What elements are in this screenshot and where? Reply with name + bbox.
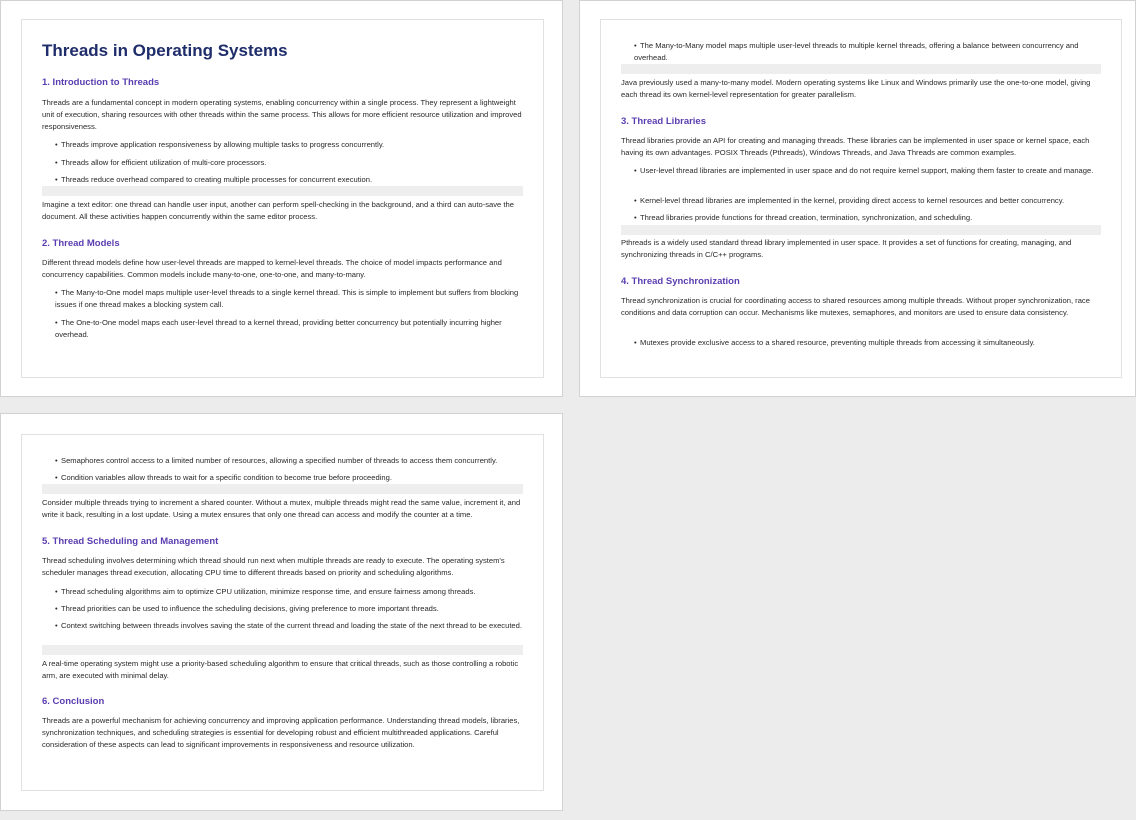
paragraph: Thread libraries provide an API for creating and managing threads. These libraries can be implemented in user space or kernel space, each having its own advantages. POSIX Threads (Pthreads), Windows Threads, and Java Threads are common examples.: [621, 136, 1090, 157]
bullet-icon: •: [55, 621, 58, 630]
list-item: [634, 40, 1101, 64]
bullet-icon: •: [634, 196, 637, 205]
bullet-icon: •: [55, 158, 58, 167]
list-item-text: Condition variables allow threads to wait for a specific condition to become true before proceeding.: [61, 473, 392, 482]
list-item-text: Context switching between threads involves saving the state of the current thread and loading the state of the next thread to be executed.: [61, 621, 522, 630]
list-item: [634, 165, 1101, 177]
list-item: [55, 455, 523, 467]
document-title: Threads in Operating Systems: [42, 41, 288, 60]
paragraph: Consider multiple threads trying to increment a shared counter. Without a mutex, multiple threads might read the same value, increment it, and write it back, resulting in a lost update. Using a mutex ensures that only one thread can access and modify the counter at a time.: [42, 498, 521, 519]
section-heading: 6. Conclusion: [42, 696, 105, 707]
block-separator: [42, 186, 523, 196]
block-separator: [42, 484, 523, 494]
bullet-icon: •: [55, 456, 58, 465]
page-1-content-frame: [21, 19, 544, 378]
bullet-icon: •: [55, 140, 58, 149]
paragraph: Java previously used a many-to-many model. Modern operating systems like Linux and Windows primarily use the one-to-one model, giving each thread its own kernel-level representation for greater parallelism.: [621, 78, 1091, 99]
list-item: [634, 212, 1101, 224]
list-item: [55, 586, 523, 598]
list-item: [55, 620, 523, 632]
section-heading: 5. Thread Scheduling and Management: [42, 536, 219, 547]
section-heading: 4. Thread Synchronization: [621, 276, 740, 287]
block-separator: [621, 225, 1101, 235]
list-item-text: Semaphores control access to a limited number of resources, allowing a specified number of threads to access them concurrently.: [61, 456, 498, 465]
paragraph: Threads are a powerful mechanism for achieving concurrency and improving application performance. Understanding thread models, libraries, synchronization techniques, and scheduling strategies is essential for developing robust and efficient multithreaded applications. Careful consideration of these aspects can lead to significant improvements in responsiveness and resource utilization.: [42, 716, 520, 749]
list-item: [55, 603, 523, 615]
list-item: [634, 195, 1101, 207]
list-item-text: The Many-to-One model maps multiple user-level threads to a single kernel thread. This is simple to implement but suffers from blocking issues if one thread makes a blocking system call.: [55, 288, 519, 309]
bullet-icon: •: [55, 473, 58, 482]
list-item-text: Thread priorities can be used to influence the scheduling decisions, giving preference to more important threads.: [61, 604, 439, 613]
bullet-icon: •: [634, 338, 637, 347]
bullet-icon: •: [55, 288, 58, 297]
block-separator: [621, 64, 1101, 74]
list-item-text: Threads reduce overhead compared to creating multiple processes for concurrent execution.: [61, 175, 373, 184]
bullet-icon: •: [634, 41, 637, 50]
paragraph: Different thread models define how user-level threads are mapped to kernel-level threads. The choice of model impacts performance and concurrency capabilities. Common models include many-to-one, one-to-one, and many-to-many.: [42, 258, 502, 279]
bullet-icon: •: [634, 213, 637, 222]
list-item-text: Threads improve application responsiveness by allowing multiple tasks to progress concurrently.: [61, 140, 385, 149]
list-item-text: The Many-to-Many model maps multiple user-level threads to multiple kernel threads, offering a balance between concurrency and overhead.: [634, 41, 1079, 62]
bullet-icon: •: [55, 175, 58, 184]
list-item-text: User-level thread libraries are implemented in user space and do not require kernel support, making them faster to create and manage.: [640, 166, 1094, 175]
list-item-text: Thread libraries provide functions for thread creation, termination, synchronization, and scheduling.: [640, 213, 973, 222]
list-item: [55, 174, 523, 186]
paragraph: A real-time operating system might use a priority-based scheduling algorithm to ensure that critical threads, such as those controlling a robotic arm, are executed with minimal delay.: [42, 659, 519, 680]
paragraph: Threads are a fundamental concept in modern operating systems, enabling concurrency within a single process. They represent a lightweight unit of execution, sharing resources with other threads within the same process. This allows for more efficient resource utilization and improved responsiveness.: [42, 98, 522, 131]
section-heading: 3. Thread Libraries: [621, 116, 707, 127]
paragraph: Thread scheduling involves determining which thread should run next when multiple threads are ready to execute. The operating system's scheduler manages thread execution, allocating CPU time to different threads based on priority and scheduling algorithms.: [42, 556, 505, 577]
block-separator: [42, 645, 523, 655]
list-item-text: The One-to-One model maps each user-level thread to a kernel thread, providing better concurrency but potentially incurring higher overhead.: [55, 318, 502, 339]
page-3-content-frame: [21, 434, 544, 791]
paragraph: Thread synchronization is crucial for coordinating access to shared resources among multiple threads. Without proper synchronization, race conditions and data corruption can occur. Mechanisms like mutexes, semaphores, and monitors are used to ensure data consistency.: [621, 296, 1090, 317]
list-item-text: Threads allow for efficient utilization of multi-core processors.: [61, 158, 267, 167]
document-page-2: [579, 0, 1136, 397]
list-item: [55, 472, 523, 484]
list-item: [55, 139, 523, 151]
page-2-content-frame: [600, 19, 1122, 378]
list-item: [55, 317, 523, 341]
bullet-icon: •: [55, 604, 58, 613]
list-item: [55, 287, 523, 311]
list-item-text: Thread scheduling algorithms aim to optimize CPU utilization, minimize response time, and ensure fairness among threads.: [61, 587, 476, 596]
list-item: [634, 337, 1101, 349]
document-page-3: [0, 413, 563, 811]
bullet-icon: •: [55, 587, 58, 596]
paragraph: Pthreads is a widely used standard thread library implemented in user space. It provides a set of functions for creating, managing, and synchronizing threads in C/C++ programs.: [621, 238, 1072, 259]
list-item-text: Kernel-level thread libraries are implemented in the kernel, providing direct access to kernel resources and better concurrency.: [640, 196, 1065, 205]
section-heading: 2. Thread Models: [42, 238, 120, 249]
list-item-text: Mutexes provide exclusive access to a shared resource, preventing multiple threads from accessing it simultaneously.: [640, 338, 1035, 347]
paragraph: Imagine a text editor: one thread can handle user input, another can perform spell-checking in the background, and a third can auto-save the document. All these activities happen concurrently within the same editor process.: [42, 200, 514, 221]
bullet-icon: •: [55, 318, 58, 327]
list-item: [55, 157, 523, 169]
document-page-1: [0, 0, 563, 397]
bullet-icon: •: [634, 166, 637, 175]
section-heading: 1. Introduction to Threads: [42, 77, 160, 88]
